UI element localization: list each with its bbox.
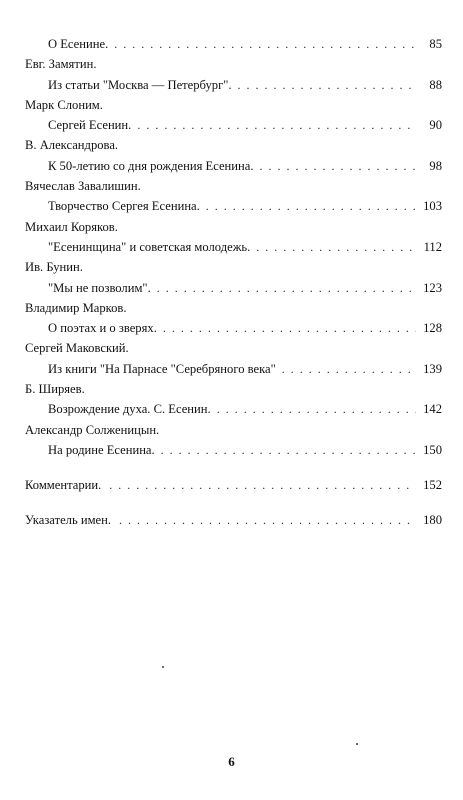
toc-entry[interactable] — [25, 115, 442, 135]
toc-entry[interactable] — [25, 359, 442, 379]
toc-entry-label: Из статьи "Москва — Петербург". — [48, 77, 232, 92]
toc-author — [25, 176, 442, 196]
toc-entry[interactable] — [25, 156, 442, 176]
toc-author — [25, 298, 442, 318]
toc-entry-label: Возрождение духа. С. Есенин. — [48, 402, 211, 417]
toc-entry[interactable] — [25, 196, 442, 216]
toc-entry-page: 139 — [423, 361, 442, 376]
toc-entry-page: 98 — [429, 158, 442, 173]
dot-leader — [108, 34, 416, 54]
toc-author-name: Сергей Маковский. — [25, 341, 129, 356]
toc-author — [25, 420, 442, 440]
toc-author-name: Ив. Бунин. — [25, 260, 83, 275]
toc-entry[interactable] — [25, 75, 442, 95]
toc-author — [25, 379, 442, 399]
toc-author — [25, 54, 442, 74]
toc-entry-page: 123 — [423, 280, 442, 295]
page-number: 6 — [228, 754, 235, 769]
toc-entry-page: 150 — [423, 442, 442, 457]
dot-leader — [254, 156, 416, 176]
toc-entry-page: 142 — [423, 402, 442, 417]
toc-author-name: Михаил Коряков. — [25, 219, 118, 234]
toc-entry[interactable] — [25, 440, 442, 460]
dot-leader — [250, 237, 416, 257]
toc-entry-label: Указатель имен. — [25, 513, 112, 528]
dot-leader — [211, 399, 416, 419]
toc-author — [25, 95, 442, 115]
toc-author-name: Вячеслав Завалишин. — [25, 179, 141, 194]
toc-entry-page: 112 — [423, 239, 442, 254]
dot-leader — [131, 115, 416, 135]
section-gap — [25, 495, 442, 510]
toc-author-name: В. Александрова. — [25, 138, 119, 153]
toc-entry-label: "Мы не позволим". — [48, 280, 151, 295]
section-gap — [25, 460, 442, 475]
table-of-contents — [25, 34, 442, 530]
dot-leader — [111, 510, 416, 530]
toc-author-name: Александр Солженицын. — [25, 422, 160, 437]
toc-entry-label: Сергей Есенин. — [48, 118, 132, 133]
toc-entry[interactable] — [25, 237, 442, 257]
toc-author — [25, 338, 442, 358]
toc-author — [25, 257, 442, 277]
dot-leader — [155, 440, 416, 460]
toc-entry-page: 90 — [429, 118, 442, 133]
dot-leader — [276, 359, 416, 379]
toc-entry[interactable] — [25, 278, 442, 298]
toc-entry-page: 103 — [423, 199, 442, 214]
toc-entry-label: На родине Есенина. — [48, 442, 155, 457]
toc-entry[interactable] — [25, 318, 442, 338]
toc-author-name: Б. Ширяев. — [25, 382, 85, 397]
toc-author-name: Евг. Замятин. — [25, 57, 97, 72]
toc-entry-label: О Есенине. — [48, 37, 109, 51]
toc-entries — [25, 34, 442, 460]
toc-entry-name-index[interactable] — [25, 510, 442, 530]
dot-leader — [157, 318, 416, 338]
toc-author — [25, 217, 442, 237]
dot-leader — [151, 278, 416, 298]
dot-leader — [200, 196, 416, 216]
toc-entry-label: Из книги "На Парнасе "Серебряного века" — [48, 361, 276, 376]
toc-entry-page: 180 — [423, 513, 442, 528]
toc-author-name: Владимир Марков. — [25, 300, 127, 315]
toc-entry[interactable] — [25, 399, 442, 419]
toc-entry-commentary[interactable] — [25, 475, 442, 495]
print-speck — [356, 743, 358, 745]
toc-entry[interactable] — [25, 34, 442, 54]
toc-entry-page: 88 — [429, 77, 442, 92]
toc-author — [25, 135, 442, 155]
toc-entry-label: "Есенинщина" и советская молодежь. — [48, 239, 251, 254]
toc-entry-page: 152 — [423, 478, 442, 493]
toc-entry-label: К 50-летию со дня рождения Есенина. — [48, 158, 254, 173]
toc-entry-label: Творчество Сергея Есенина. — [48, 199, 200, 214]
toc-entry-label: О поэтах и о зверях. — [48, 321, 157, 336]
toc-author-name: Марк Слоним. — [25, 97, 103, 112]
dot-leader — [232, 75, 416, 95]
dot-leader — [101, 475, 416, 495]
toc-entry-label: Комментарии. — [25, 478, 102, 493]
toc-entry-page: 85 — [429, 37, 442, 51]
print-speck — [162, 666, 164, 668]
toc-entry-page: 128 — [423, 321, 442, 336]
